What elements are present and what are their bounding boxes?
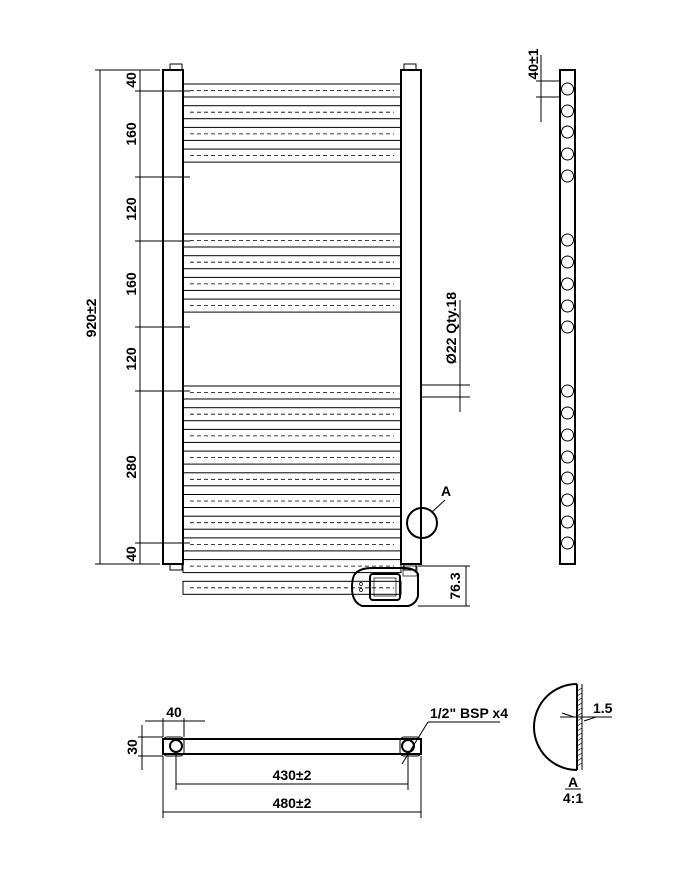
left-upright xyxy=(163,70,183,564)
overall-width-label: 480±2 xyxy=(272,795,312,811)
thickness-label: 1.5 xyxy=(593,700,613,716)
total-height-label: 920±2 xyxy=(83,298,99,338)
side-tube-holes xyxy=(562,83,574,549)
centers-label: 430±2 xyxy=(272,767,312,783)
tube-note: Ø22 Qty.18 xyxy=(443,291,459,365)
detail-arc xyxy=(534,684,577,770)
detail-view-label: A xyxy=(567,774,579,790)
side-spacing-label: 40±1 xyxy=(525,48,541,80)
tube-hole xyxy=(562,300,574,312)
segment-label-7: 40 xyxy=(123,546,139,562)
tube-hole xyxy=(562,429,574,441)
tube-hole xyxy=(562,494,574,506)
tube-hole xyxy=(562,148,574,160)
right-connection xyxy=(402,740,414,752)
front-view xyxy=(83,64,470,606)
heating-element xyxy=(352,566,418,606)
tube-hole xyxy=(562,516,574,528)
horizontal-rails xyxy=(183,84,401,594)
tube-hole xyxy=(562,105,574,117)
top-offset-label: 40 xyxy=(166,704,182,720)
tube-hole xyxy=(562,126,574,138)
segment-label-4: 160 xyxy=(123,272,139,296)
detail-marker-label: A xyxy=(441,483,452,499)
segment-label-3: 120 xyxy=(123,197,139,221)
side-view xyxy=(536,55,575,564)
height-dimensions xyxy=(95,70,190,564)
top-bar xyxy=(163,739,421,754)
segment-label-6: 280 xyxy=(123,455,139,479)
left-connection xyxy=(170,740,182,752)
segment-label-1: 40 xyxy=(123,72,139,88)
side-upright xyxy=(560,70,575,564)
tube-hole xyxy=(562,537,574,549)
tube-hole xyxy=(562,83,574,95)
top-depth-label: 30 xyxy=(124,739,140,755)
tube-hole xyxy=(562,451,574,463)
tube-hole xyxy=(562,170,574,182)
element-height-label: 76.3 xyxy=(447,572,463,600)
tube-hole xyxy=(562,234,574,246)
right-upright xyxy=(401,70,421,564)
tube-hole xyxy=(562,407,574,419)
connection-note: 1/2" BSP x4 xyxy=(430,705,508,721)
segment-label-2: 160 xyxy=(123,122,139,146)
segment-label-5: 120 xyxy=(123,347,139,371)
tube-hole xyxy=(562,321,574,333)
tube-hole xyxy=(562,385,574,397)
top-view xyxy=(138,718,500,818)
tube-hole xyxy=(562,256,574,268)
detail-scale-label: 4:1 xyxy=(562,790,584,806)
tube-hole xyxy=(562,472,574,484)
tube-hole xyxy=(562,278,574,290)
